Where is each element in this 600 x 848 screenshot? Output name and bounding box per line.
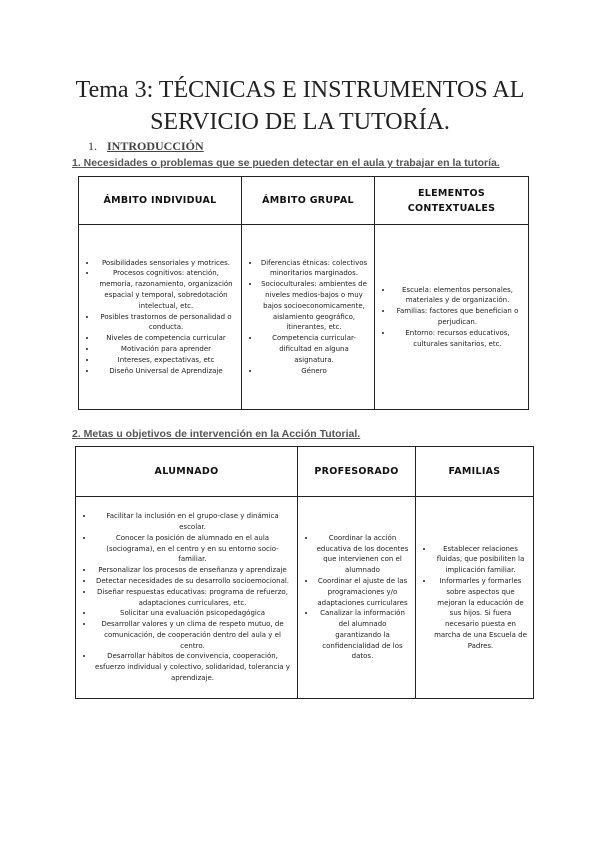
list-item: • Desarrollar valores y un clima de respeto mutuo, de comunicación, de cooperación dentro del aula y el centro. — [94, 619, 291, 651]
list-item: • Informarles y formarles sobre aspectos que mejoran la educación de sus hijos. Si fuera necesario puesta en marcha de una Escuela de Padres. — [434, 576, 527, 652]
list-item: • Niveles de competencia curricular — [97, 333, 235, 344]
table1-header-grupal: ÁMBITO GRUPAL — [242, 177, 375, 225]
page-title-line-2: SERVICIO DE LA TUTORÍA. — [150, 109, 450, 135]
list-item: • Competencia curricular-dificultad en alguna asignatura. — [260, 333, 368, 365]
section-1-heading: 1. Necesidades o problemas que se pueden detectar en el aula y trabajar en la tutoría. — [72, 157, 500, 169]
list-item: • Detectar necesidades de su desarrollo socioemocional. — [94, 576, 291, 587]
list-item: • Coordinar la acción educativa de los docentes que intervienen con el alumnado — [316, 533, 409, 576]
goals-table — [75, 446, 534, 699]
list-item: • Canalizar la información del alumnado garantizando la confidencialidad de los datos. — [316, 608, 409, 662]
list-item: • Diseñar respuestas educativas: programa de refuerzo, adaptaciones curriculares, etc. — [94, 587, 291, 609]
list-item: • Escuela: elementos personales, materiales y de organización. — [393, 285, 522, 307]
table2-list-profesorado — [298, 533, 415, 663]
table1-cell-individual — [79, 225, 242, 410]
list-item: • Género — [260, 366, 368, 377]
table2-header-familias: FAMILIAS — [416, 447, 534, 497]
list-item: • Establecer relaciones fluidas, que posibiliten la implicación familiar. — [434, 544, 527, 576]
list-item: • Solicitar una evaluación psicopedagógica — [94, 608, 291, 619]
table2-list-alumnado — [76, 511, 297, 684]
page-title-line-1: Tema 3: TÉCNICAS E INSTRUMENTOS AL — [75, 77, 525, 103]
table1-list-individual — [79, 258, 241, 377]
intro-label: INTRODUCCIÓN — [107, 139, 204, 153]
table2-header-profesorado: PROFESORADO — [298, 447, 416, 497]
table1-cell-contextuales — [375, 225, 529, 410]
list-item: • Conocer la posición de alumnado en el aula (sociograma), en el centro y en su entorno socio-familiar. — [94, 533, 291, 565]
needs-table — [78, 176, 529, 410]
list-item: • Socioculturales: ambientes de niveles medios-bajos o muy bajos socioeconomicamente, aislamiento geográfico, itinerantes, etc. — [260, 279, 368, 333]
table1-header-individual: ÁMBITO INDIVIDUAL — [79, 177, 242, 225]
intro-heading — [88, 139, 204, 154]
table1-list-grupal — [242, 258, 374, 377]
list-item: • Motivación para aprender — [97, 344, 235, 355]
list-item: • Facilitar la inclusión en el grupo-clase y dinámica escolar. — [94, 511, 291, 533]
list-item: • Posibles trastornos de personalidad o conducta. — [97, 312, 235, 334]
list-item: • Familias: factores que benefician o perjudican. — [393, 306, 522, 328]
list-item: • Intereses, expectativas, etc — [97, 355, 235, 366]
list-item: • Coordinar el ajuste de las programaciones y/o adaptaciones curriculares — [316, 576, 409, 608]
list-item: • Entorno: recursos educativos, culturales sanitarios, etc. — [393, 328, 522, 350]
list-item: • Diferencias étnicas: colectivos minoritarios marginados. — [260, 258, 368, 280]
list-item: • Posibilidades sensoriales y motrices. — [97, 258, 235, 269]
table2-cell-alumnado — [76, 497, 298, 699]
list-item: • Personalizar los procesos de enseñanza y aprendizaje — [94, 565, 291, 576]
page-title — [60, 74, 540, 138]
table2-header-alumnado: ALUMNADO — [76, 447, 298, 497]
list-item: • Procesos cognitivos: atención, memoria, razonamiento, organización espacial y temporal, sobredotación intelectual, etc. — [97, 268, 235, 311]
table2-list-familias — [416, 544, 533, 652]
table1-header-contextuales: ELEMENTOS CONTEXTUALES — [375, 177, 529, 225]
intro-number: 1. — [88, 139, 97, 153]
table2-cell-profesorado — [298, 497, 416, 699]
list-item: • Diseño Universal de Aprendizaje — [97, 366, 235, 377]
table2-cell-familias — [416, 497, 534, 699]
table1-cell-grupal — [242, 225, 375, 410]
table1-list-contextuales — [375, 285, 528, 350]
list-item: • Desarrollar hábitos de convivencia, cooperación, esfuerzo individual y colectivo, solidaridad, tolerancia y aprendizaje. — [94, 651, 291, 683]
section-2-heading: 2. Metas u objetivos de intervención en la Acción Tutorial. — [72, 428, 361, 440]
